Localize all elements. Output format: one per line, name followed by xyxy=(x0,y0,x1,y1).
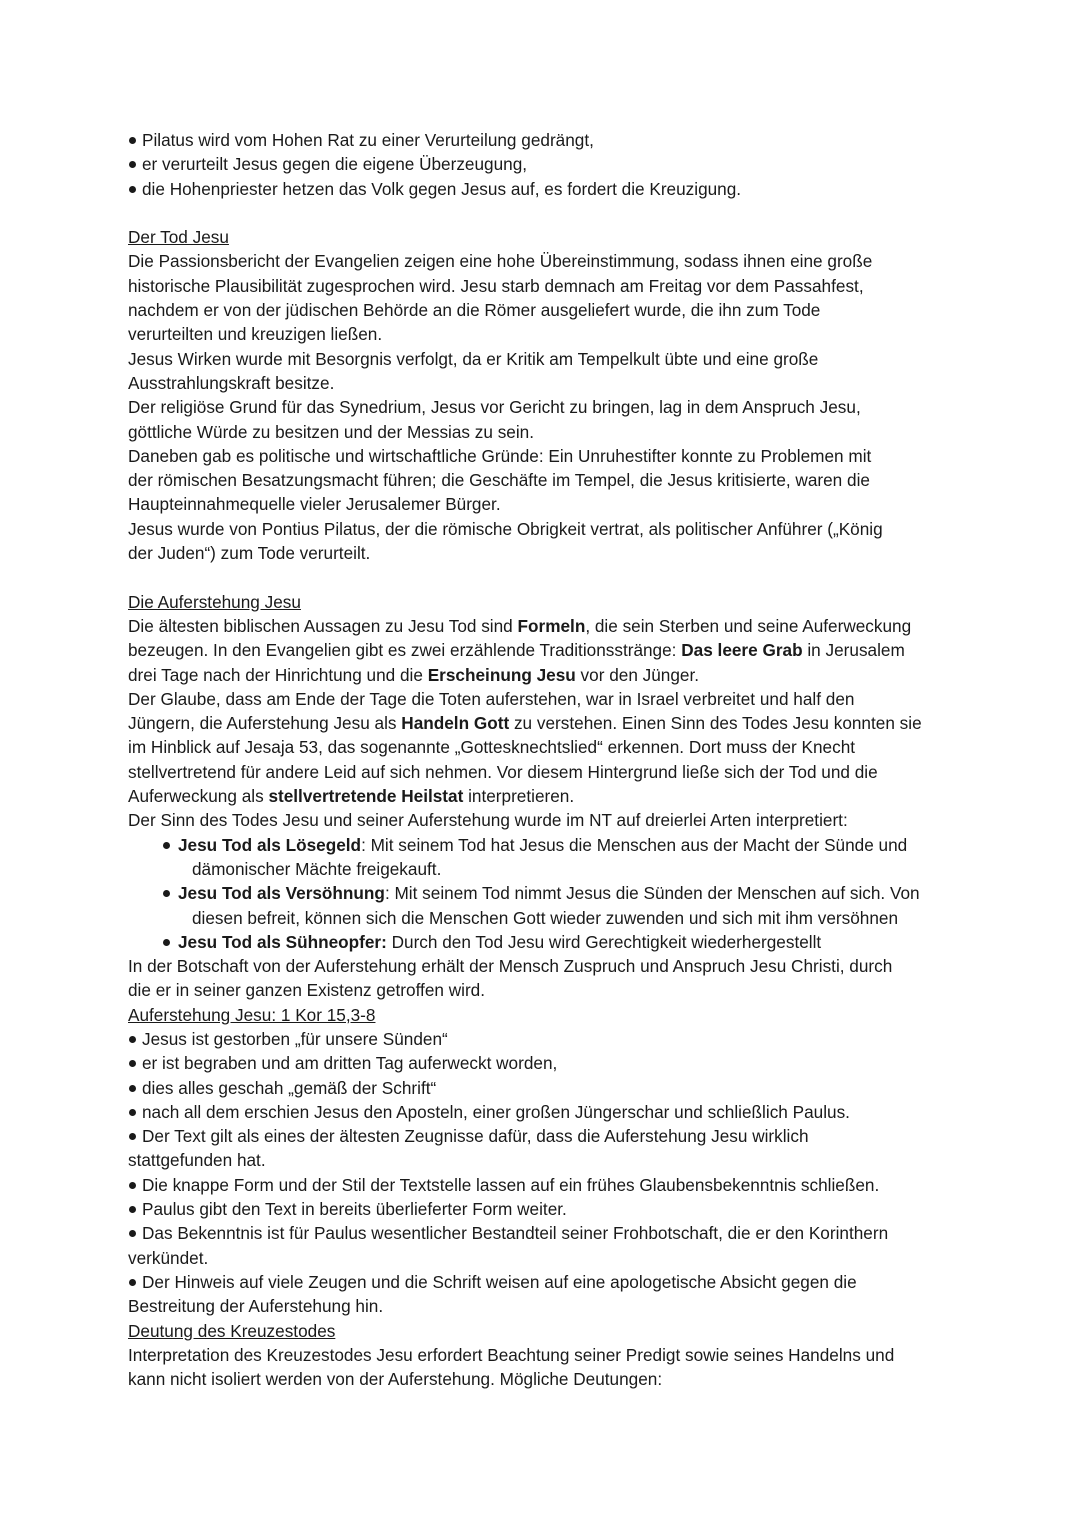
text-line: Die Passionsbericht der Evangelien zeigen eine hohe Übereinstimmung, sodass ihnen eine große xyxy=(128,251,873,272)
bullet-continuation: verkündet. xyxy=(128,1247,209,1268)
text-line: im Hinblick auf Jesaja 53, das sogenannte „Gottesknechtslied“ erkennen. Dort muss der Knecht xyxy=(128,737,856,758)
text-line: Der Sinn des Todes Jesu und seiner Auferstehung wurde im NT auf dreierlei Arten interpretiert: xyxy=(128,810,848,831)
bullet-item: nach all dem erschien Jesus den Aposteln, einer großen Jüngerschar und schließlich Paulus. xyxy=(128,1100,958,1124)
text-line: bezeugen. In den Evangelien gibt es zwei erzählende Traditionsstränge: Das leere Grab in Jerusalem xyxy=(128,640,905,661)
text-line: Jesus Wirken wurde mit Besorgnis verfolgt, da er Kritik am Tempelkult übte und eine große xyxy=(128,348,819,369)
bullet-item: Der Hinweis auf viele Zeugen und die Schrift weisen auf eine apologetische Absicht gegen die xyxy=(128,1270,958,1294)
text-line: historische Plausibilität zugesprochen wird. Jesu starb demnach am Freitag vor dem Passahfest, xyxy=(128,275,864,296)
text-line: Jüngern, die Auferstehung Jesu als Handeln Gott zu verstehen. Einen Sinn des Todes Jesu konnten sie xyxy=(128,713,922,734)
interpretation-item-versoehnung: Jesu Tod als Versöhnung: Mit seinem Tod nimmt Jesus die Sünden der Menschen auf sich. Von diesen befreit, können sich die Menschen Gott wieder zuwenden und sich mit ihm versöhnen xyxy=(128,881,958,930)
bullet-item: Das Bekenntnis ist für Paulus wesentlicher Bestandteil seiner Frohbotschaft, die er den Korinthern xyxy=(128,1221,958,1245)
bullet-item: er verurteilt Jesus gegen die eigene Überzeugung, xyxy=(128,152,958,176)
bullet-item: Paulus gibt den Text in bereits überlieferter Form weiter. xyxy=(128,1197,958,1221)
text-line: der römischen Besatzungsmacht führen; die Geschäfte im Tempel, die Jesus kritisierte, waren die xyxy=(128,470,870,491)
text-line: die er in seiner ganzen Existenz getroffen wird. xyxy=(128,980,486,1001)
text-line: Der religiöse Grund für das Synedrium, Jesus vor Gericht zu bringen, lag in dem Anspruch Jesu, xyxy=(128,397,861,418)
interpretation-item-suehneopfer: Jesu Tod als Sühneopfer: Durch den Tod Jesu wird Gerechtigkeit wiederhergestellt xyxy=(128,930,958,954)
text-line: Haupteinnahmequelle vieler Jerusalemer Bürger. xyxy=(128,494,501,515)
text-line: verurteilten und kreuzigen ließen. xyxy=(128,324,383,345)
text-line: göttliche Würde zu besitzen und der Messias zu sein. xyxy=(128,421,535,442)
text-line: Interpretation des Kreuzestodes Jesu erfordert Beachtung seiner Predigt sowie seines Handelns und xyxy=(128,1344,895,1365)
bullet-item: Jesus ist gestorben „für unsere Sünden“ xyxy=(128,1027,958,1051)
text-line: Die ältesten biblischen Aussagen zu Jesu Tod sind Formeln, die sein Sterben und seine Auferweckung xyxy=(128,615,912,636)
section-heading-kor: Auferstehung Jesu: 1 Kor 15,3-8 xyxy=(128,1004,376,1025)
section-heading-auferstehung: Die Auferstehung Jesu xyxy=(128,591,301,612)
bullet-continuation: stattgefunden hat. xyxy=(128,1150,266,1171)
text-line: In der Botschaft von der Auferstehung erhält der Mensch Zuspruch und Anspruch Jesu Christi, durch xyxy=(128,956,893,977)
bullet-item: dies alles geschah „gemäß der Schrift“ xyxy=(128,1076,958,1100)
bullet-item: Der Text gilt als eines der ältesten Zeugnisse dafür, dass die Auferstehung Jesu wirklich xyxy=(128,1124,958,1148)
section-heading-deutung: Deutung des Kreuzestodes xyxy=(128,1320,336,1341)
text-line: nachdem er von der jüdischen Behörde an die Römer ausgeliefert wurde, die ihn zum Tode xyxy=(128,300,821,321)
text-line: Auferweckung als stellvertretende Heilstat interpretieren. xyxy=(128,786,575,807)
text-line: drei Tage nach der Hinrichtung und die Erscheinung Jesu vor den Jünger. xyxy=(128,664,700,685)
text-line: Jesus wurde von Pontius Pilatus, der die römische Obrigkeit vertrat, als politischer Anführer („König xyxy=(128,518,883,539)
bullet-item: Pilatus wird vom Hohen Rat zu einer Verurteilung gedrängt, xyxy=(128,128,958,152)
bullet-item: die Hohenpriester hetzen das Volk gegen Jesus auf, es fordert die Kreuzigung. xyxy=(128,177,958,201)
text-line: Daneben gab es politische und wirtschaftliche Gründe: Ein Unruhestifter konnte zu Problemen mit xyxy=(128,445,872,466)
bullet-item: Die knappe Form und der Stil der Textstelle lassen auf ein frühes Glaubensbekenntnis schließen. xyxy=(128,1173,958,1197)
text-line: Ausstrahlungskraft besitze. xyxy=(128,372,335,393)
section-heading-tod: Der Tod Jesu xyxy=(128,227,229,248)
document-page xyxy=(128,128,958,1391)
bullet-item: er ist begraben und am dritten Tag auferweckt worden, xyxy=(128,1051,958,1075)
text-line: stellvertretend für andere Leid auf sich nehmen. Vor diesem Hintergrund ließe sich der Tod und die xyxy=(128,761,878,782)
text-line: der Juden“) zum Tode verurteilt. xyxy=(128,543,371,564)
interpretation-item-loesegeld: Jesu Tod als Lösegeld: Mit seinem Tod hat Jesus die Menschen aus der Macht der Sünde und dämonischer Mächte freigekauft. xyxy=(128,833,958,882)
text-line: kann nicht isoliert werden von der Auferstehung. Mögliche Deutungen: xyxy=(128,1369,663,1390)
text-line: Der Glaube, dass am Ende der Tage die Toten auferstehen, war in Israel verbreitet und half den xyxy=(128,688,855,709)
bullet-continuation: Bestreitung der Auferstehung hin. xyxy=(128,1296,384,1317)
